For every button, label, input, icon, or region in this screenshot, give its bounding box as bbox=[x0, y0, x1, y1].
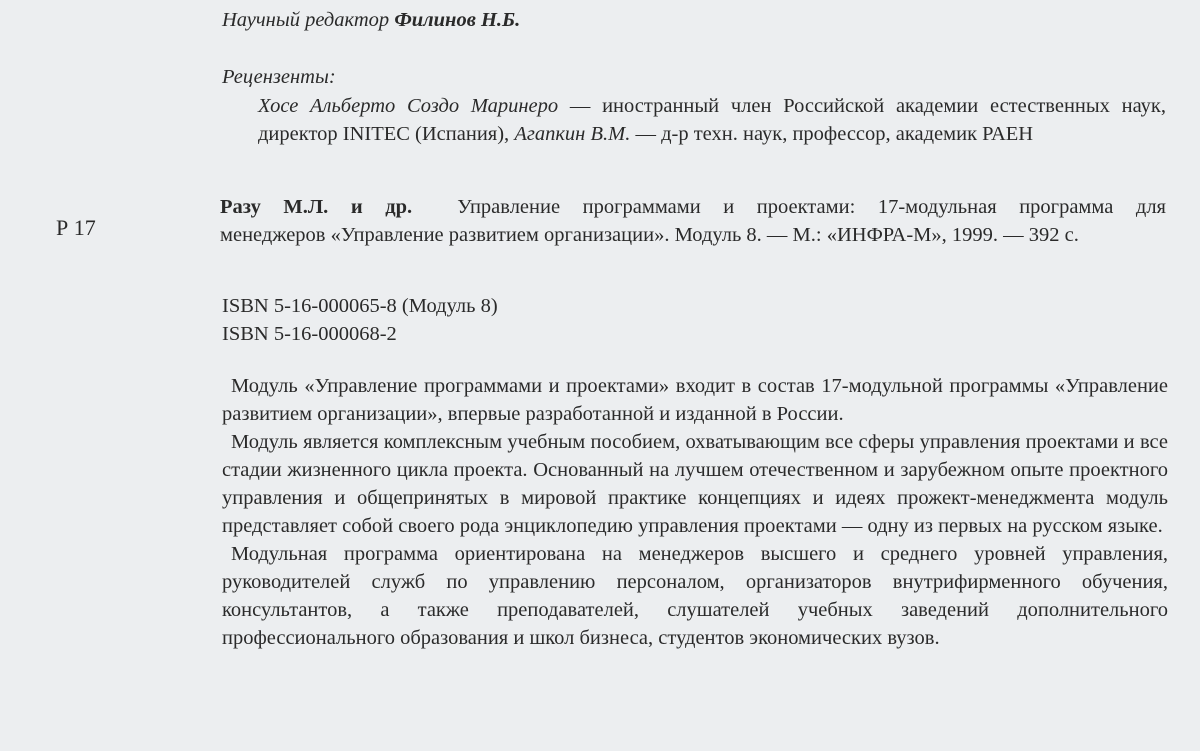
reviewers-body bbox=[258, 92, 1166, 148]
biblio-title: Управление программами и проектами: 17-модульная программа для bbox=[457, 196, 1166, 218]
reviewer-2-desc: — д-р техн. наук, профессор, академик РАЕН bbox=[630, 123, 1034, 145]
annotation-paragraph-3: Модульная программа ориентирована на менеджеров высшего и среднего уровней управления, руководителей служб по управлению персоналом, организаторов внутрифирменного обучения, консультантов, а также преподавателей, слушателей учебных заведений дополнительного профессионального образования и школ бизнеса, студентов экономических вузов. bbox=[222, 543, 1168, 649]
biblio-rest: менеджеров «Управление развитием организации». Модуль 8. — М.: «ИНФРА-М», 1999. — 392 с. bbox=[220, 224, 1079, 246]
editor-label: Научный редактор bbox=[222, 9, 390, 31]
biblio-authors: Разу М.Л. и др. bbox=[220, 196, 413, 218]
isbn-block bbox=[222, 292, 498, 348]
reviewer-1-name: Хосе Альберто Создо Маринеро bbox=[258, 95, 559, 117]
reviewer-2-name: Агапкин В.М. bbox=[514, 123, 631, 145]
isbn-module: ISBN 5-16-000065-8 (Модуль 8) bbox=[222, 295, 498, 317]
reviewers-title: Рецензенты: bbox=[222, 66, 336, 88]
isbn-program: ISBN 5-16-000068-2 bbox=[222, 323, 397, 345]
classification-code: Р 17 bbox=[56, 215, 96, 240]
bibliographic-record bbox=[220, 193, 1166, 249]
biblio-first-line bbox=[220, 193, 1166, 221]
annotation-paragraph-1: Модуль «Управление программами и проектами» входит в состав 17-модульной программы «Управление развитием организации», впервые разработанной и изданной в России. bbox=[222, 375, 1168, 425]
reviewer-1-desc: — иностранный член Российской академии естественных наук, директор INITEC (Испания), bbox=[258, 95, 1166, 145]
annotation bbox=[222, 372, 1168, 652]
annotation-paragraph-2: Модуль является комплексным учебным пособием, охватывающим все сферы управления проектами и все стадии жизненного цикла проекта. Основанный на лучшем отечественном и зарубежном опыте проектного управления и общепринятых в мировой практике концепциях и идеях прожект-менеджмента модуль представляет собой своего рода энциклопедию управления проектами — одну из первых на русском языке. bbox=[222, 431, 1168, 537]
scientific-editor bbox=[222, 6, 520, 34]
editor-name: Филинов Н.Б. bbox=[394, 9, 521, 31]
